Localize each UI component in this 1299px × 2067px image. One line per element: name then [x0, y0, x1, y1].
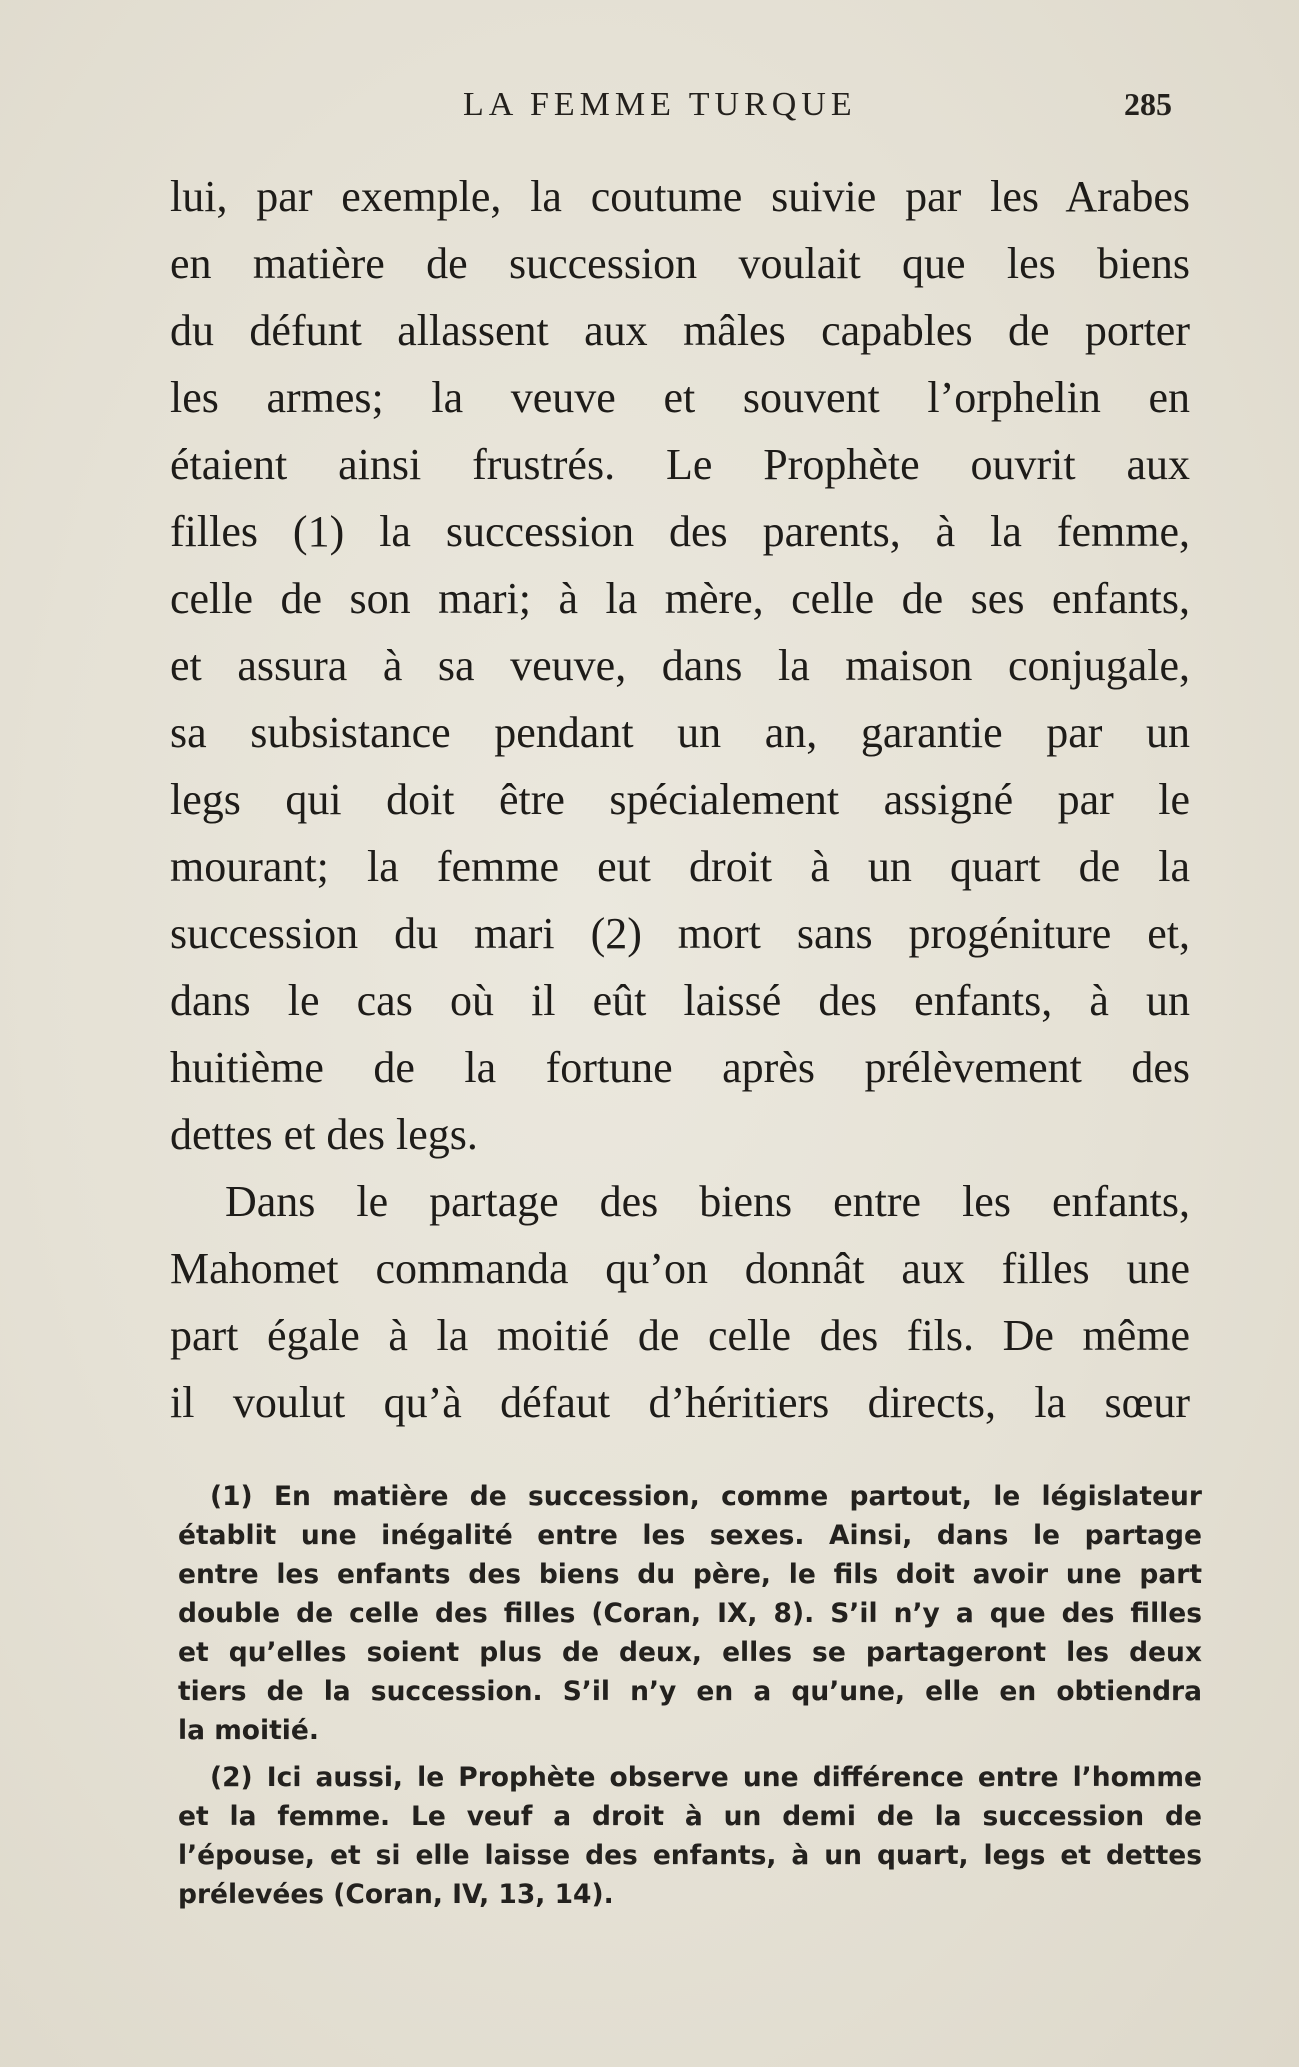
body-line: lui, par exemple, la coutume suivie par les Arabes: [170, 172, 1190, 221]
running-title: LA FEMME TURQUE: [463, 86, 857, 123]
body-line: et assura à sa veuve, dans la maison conjugale,: [170, 641, 1190, 690]
footnote-line: et qu’elles soient plus de deux, elles se partageront les deux: [178, 1637, 1202, 1668]
footnote-line: (2) Ici aussi, le Prophète observe une différence entre l’homme: [210, 1762, 1202, 1793]
footnote-line: double de celle des filles (Coran, IX, 8). S’il n’y a que des filles: [178, 1598, 1202, 1629]
body-line: il voulut qu’à défaut d’héritiers directs, la sœur: [170, 1378, 1190, 1427]
body-line: succession du mari (2) mort sans progéniture et,: [170, 909, 1190, 958]
footnote-line: tiers de la succession. S’il n’y en a qu’une, elle en obtiendra: [178, 1676, 1202, 1707]
footnote-line: entre les enfants des biens du père, le fils doit avoir une part: [178, 1559, 1202, 1590]
body-line: huitième de la fortune après prélèvement des: [170, 1043, 1190, 1092]
page-number: 285: [1124, 86, 1172, 122]
body-line: mourant; la femme eut droit à un quart de la: [170, 842, 1190, 891]
footnote-line: et la femme. Le veuf a droit à un demi de la succession de: [178, 1801, 1202, 1832]
body-line: sa subsistance pendant un an, garantie par un: [170, 708, 1190, 757]
running-head: [0, 86, 1299, 126]
footnote-line: l’épouse, et si elle laisse des enfants, à un quart, legs et dettes: [178, 1840, 1202, 1871]
footnotes: [178, 1477, 1202, 1914]
body-line: Dans le partage des biens entre les enfants,: [225, 1177, 1190, 1226]
footnote-gap: [178, 1750, 1202, 1758]
body-text: [170, 163, 1190, 1436]
body-line: filles (1) la succession des parents, à la femme,: [170, 507, 1190, 556]
body-line: legs qui doit être spécialement assigné par le: [170, 775, 1190, 824]
footnote-line: établit une inégalité entre les sexes. Ainsi, dans le partage: [178, 1520, 1202, 1551]
footnote-2: [178, 1758, 1202, 1914]
body-line: les armes; la veuve et souvent l’orphelin en: [170, 373, 1190, 422]
body-line: du défunt allassent aux mâles capables de porter: [170, 306, 1190, 355]
body-line: dettes et des legs.: [170, 1110, 478, 1159]
footnote-1: [178, 1477, 1202, 1750]
footnote-line: la moitié.: [178, 1715, 319, 1746]
body-line: étaient ainsi frustrés. Le Prophète ouvrit aux: [170, 440, 1190, 489]
footnote-line: prélevées (Coran, IV, 13, 14).: [178, 1879, 614, 1910]
body-line: dans le cas où il eût laissé des enfants, à un: [170, 976, 1190, 1025]
body-line: Mahomet commanda qu’on donnât aux filles une: [170, 1244, 1190, 1293]
body-line: en matière de succession voulait que les biens: [170, 239, 1190, 288]
footnote-line: (1) En matière de succession, comme partout, le législateur: [210, 1481, 1202, 1512]
body-line: part égale à la moitié de celle des fils. De même: [170, 1311, 1190, 1360]
body-line: celle de son mari; à la mère, celle de ses enfants,: [170, 574, 1190, 623]
